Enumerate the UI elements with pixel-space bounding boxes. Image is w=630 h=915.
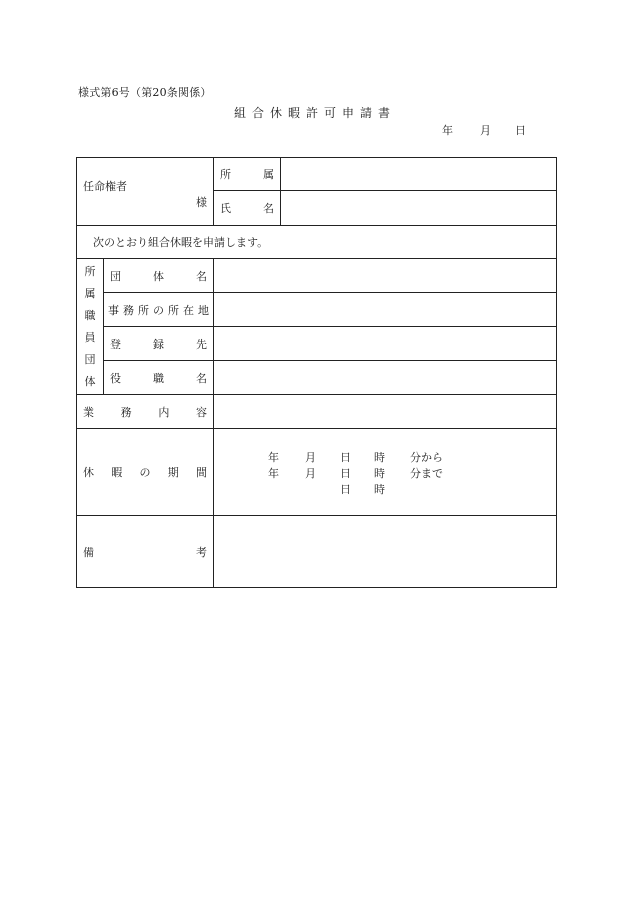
office-address-label-char: 務 (123, 303, 134, 317)
leave-period-label-char: 期 (167, 466, 179, 479)
duties-label-char: 内 (158, 405, 170, 419)
total-day-label: 日 (340, 483, 352, 496)
position-label-char: 名 (196, 371, 207, 385)
union-group-char: 職 (84, 308, 96, 322)
statement-cell (77, 226, 557, 259)
org-name-label-char: 名 (196, 269, 207, 283)
position-label-cell (104, 361, 214, 395)
date-day-label: 日 (515, 124, 526, 137)
duties-label-char: 業 (83, 405, 94, 419)
duties-label-char: 容 (196, 405, 208, 419)
affiliation-label-char: 属 (263, 168, 275, 182)
registration-label-char: 録 (153, 337, 164, 351)
affiliation-label-cell (214, 158, 281, 191)
remarks-label-char: 考 (196, 545, 208, 559)
form-number: 様式第6号（第20条関係） (78, 86, 212, 99)
duties-label-cell (77, 395, 214, 429)
office-address-label-char: 地 (198, 303, 209, 317)
registration-label-char: 登 (110, 337, 121, 351)
appointer-label: 任命権者 (83, 180, 127, 193)
registration-label-char: 先 (196, 337, 207, 351)
office-address-label-char: 事 (108, 303, 119, 317)
leave-period-field[interactable] (214, 429, 557, 516)
position-label-char: 役 (110, 371, 121, 385)
statement-text: 次のとおり組合休暇を申請します。 (93, 236, 269, 249)
duties-field[interactable] (214, 395, 557, 429)
leave-period-label-char: 暇 (111, 466, 123, 479)
application-form-table (76, 157, 557, 588)
office-address-label-char: 在 (183, 303, 194, 317)
to-minute-label: 分まで (410, 467, 444, 480)
position-field[interactable] (214, 361, 557, 395)
name-label-cell (214, 191, 281, 226)
from-hour-label: 時 (374, 451, 386, 464)
from-month-label: 月 (305, 451, 317, 464)
office-address-label-cell (104, 293, 214, 327)
registration-field[interactable] (214, 327, 557, 361)
to-month-label: 月 (305, 467, 317, 480)
name-label-char: 氏 (220, 202, 232, 216)
leave-period-label-char: 間 (196, 466, 207, 479)
registration-label-cell (104, 327, 214, 361)
affiliation-field[interactable] (281, 158, 557, 191)
to-hour-label: 時 (374, 467, 386, 480)
org-name-field[interactable] (214, 259, 557, 293)
date-year-label: 年 (442, 124, 453, 137)
union-group-char: 団 (84, 352, 96, 366)
office-address-field[interactable] (214, 293, 557, 327)
union-group-label (77, 259, 104, 395)
from-year-label: 年 (268, 451, 280, 464)
date-month-label: 月 (480, 124, 491, 137)
remarks-label-cell (77, 516, 214, 588)
union-group-char: 体 (84, 374, 96, 388)
leave-period-label-cell (77, 429, 214, 516)
to-day-label: 日 (340, 467, 352, 480)
office-address-label-char: 所 (168, 303, 179, 317)
org-name-label-cell (104, 259, 214, 293)
honorific-label: 様 (196, 196, 208, 209)
name-label-char: 名 (263, 202, 275, 216)
affiliation-label-char: 所 (220, 168, 232, 182)
union-group-char: 員 (84, 330, 96, 344)
duties-label-char: 務 (120, 405, 132, 419)
to-year-label: 年 (268, 467, 280, 480)
org-name-label-char: 体 (153, 269, 164, 283)
leave-period-label-char: 休 (83, 466, 94, 479)
name-field[interactable] (281, 191, 557, 226)
total-hour-label: 時 (374, 483, 386, 496)
remarks-label-char: 備 (83, 545, 94, 559)
office-address-label-char: の (153, 303, 164, 317)
leave-period-label-char: の (139, 466, 151, 479)
remarks-field[interactable] (214, 516, 557, 588)
from-minute-label: 分から (410, 451, 444, 464)
union-group-char: 所 (84, 264, 96, 278)
office-address-label-char: 所 (138, 303, 149, 317)
org-name-label-char: 団 (110, 269, 121, 283)
document-title: 組合休暇許可申請書 (233, 106, 396, 120)
appointer-cell (77, 158, 214, 226)
union-group-char: 属 (84, 286, 96, 300)
position-label-char: 職 (153, 371, 164, 385)
from-day-label: 日 (340, 451, 352, 464)
